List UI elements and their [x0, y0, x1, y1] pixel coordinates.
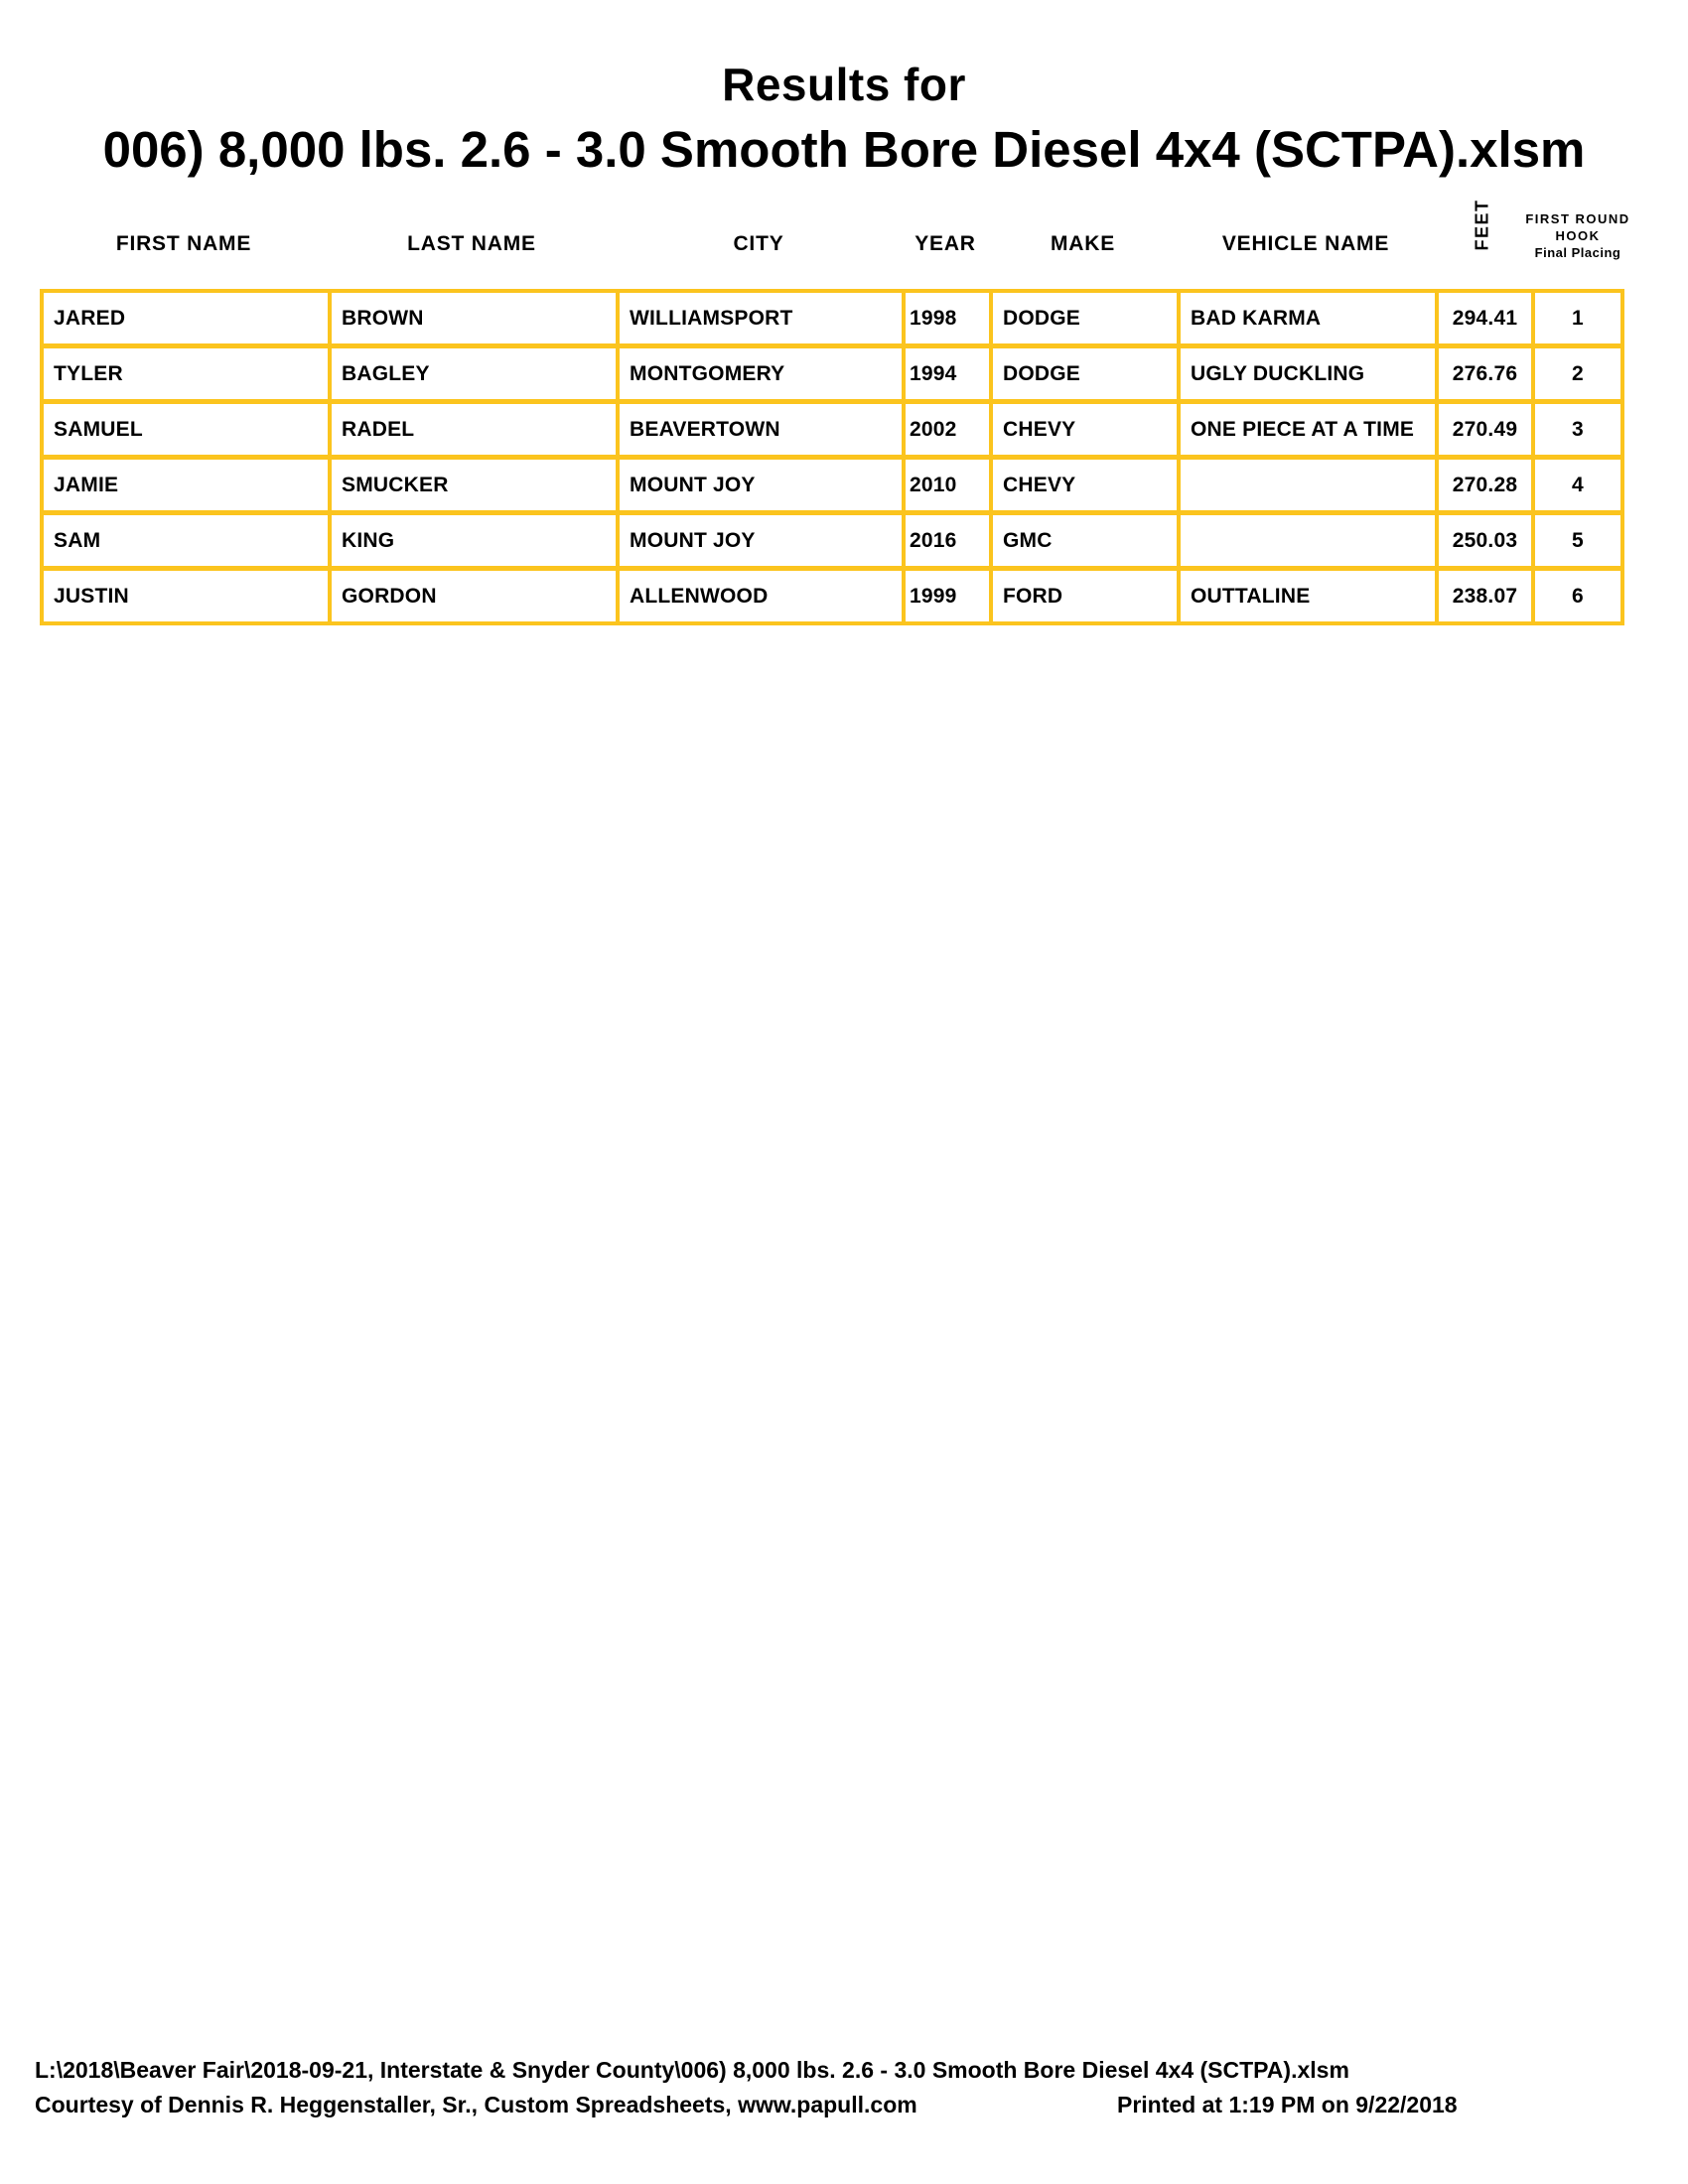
table-header-row: [40, 185, 1630, 268]
cell-feet: 270.49: [1439, 404, 1531, 455]
column-header-year: YEAR: [914, 232, 976, 255]
cell-vehicle-name: BAD KARMA: [1181, 293, 1435, 343]
cell-last-name: KING: [332, 515, 616, 566]
cell-feet: 276.76: [1439, 348, 1531, 399]
column-header-city: CITY: [733, 232, 784, 255]
cell-make: DODGE: [993, 348, 1177, 399]
column-header-first-name: FIRST NAME: [115, 232, 252, 255]
cell-placing: 4: [1535, 460, 1620, 510]
cell-city: MOUNT JOY: [620, 515, 902, 566]
cell-make: DODGE: [993, 293, 1177, 343]
cell-vehicle-name: UGLY DUCKLING: [1181, 348, 1435, 399]
cell-year: 1998: [906, 293, 989, 343]
cell-city: MOUNT JOY: [620, 460, 902, 510]
cell-last-name: RADEL: [332, 404, 616, 455]
cell-vehicle-name: OUTTALINE: [1181, 571, 1435, 621]
cell-vehicle-name: ONE PIECE AT A TIME: [1181, 404, 1435, 455]
cell-feet: 294.41: [1439, 293, 1531, 343]
cell-first-name: SAMUEL: [44, 404, 328, 455]
cell-placing: 6: [1535, 571, 1620, 621]
results-table: [40, 289, 1624, 625]
column-header-make: MAKE: [1050, 232, 1116, 255]
cell-placing: 5: [1535, 515, 1620, 566]
cell-feet: 250.03: [1439, 515, 1531, 566]
footer-printed-timestamp: Printed at 1:19 PM on 9/22/2018: [1117, 2092, 1458, 2117]
cell-first-name: JAMIE: [44, 460, 328, 510]
feet-rotated-label: FEET: [1472, 198, 1492, 251]
cell-make: CHEVY: [993, 404, 1177, 455]
footer-courtesy-text: Courtesy of Dennis R. Heggenstaller, Sr., Custom Spreadsheets, www.papull.com: [35, 2092, 917, 2117]
cell-first-name: JARED: [44, 293, 328, 343]
cell-placing: 1: [1535, 293, 1620, 343]
cell-vehicle-name: [1181, 515, 1435, 566]
footer-file-path: L:\2018\Beaver Fair\2018-09-21, Interstate & Snyder County\006) 8,000 lbs. 2.6 - 3.0 Smooth Bore Diesel 4x4 (SCTPA).xlsm: [35, 2057, 1349, 2083]
cell-year: 2010: [906, 460, 989, 510]
cell-feet: 238.07: [1439, 571, 1531, 621]
cell-year: 2002: [906, 404, 989, 455]
cell-first-name: JUSTIN: [44, 571, 328, 621]
cell-city: BEAVERTOWN: [620, 404, 902, 455]
column-header-vehicle-name: VEHICLE NAME: [1221, 232, 1390, 255]
cell-first-name: TYLER: [44, 348, 328, 399]
cell-city: WILLIAMSPORT: [620, 293, 902, 343]
cell-vehicle-name: [1181, 460, 1435, 510]
page-title: Results for: [722, 59, 966, 110]
cell-feet: 270.28: [1439, 460, 1531, 510]
placing-header-line3: Final Placing: [1534, 245, 1621, 260]
column-header-placing: [1525, 185, 1630, 268]
cell-last-name: BAGLEY: [332, 348, 616, 399]
cell-make: CHEVY: [993, 460, 1177, 510]
cell-first-name: SAM: [44, 515, 328, 566]
cell-year: 1999: [906, 571, 989, 621]
cell-last-name: BROWN: [332, 293, 616, 343]
column-header-feet: [1435, 185, 1531, 268]
cell-placing: 2: [1535, 348, 1620, 399]
placing-header-line2: HOOK: [1555, 228, 1601, 243]
cell-year: 1994: [906, 348, 989, 399]
cell-year: 2016: [906, 515, 989, 566]
placing-header-line1: FIRST ROUND: [1525, 211, 1630, 226]
cell-city: ALLENWOOD: [620, 571, 902, 621]
cell-city: MONTGOMERY: [620, 348, 902, 399]
cell-placing: 3: [1535, 404, 1620, 455]
cell-last-name: GORDON: [332, 571, 616, 621]
footer-line2: [35, 2092, 1653, 2118]
cell-make: GMC: [993, 515, 1177, 566]
column-header-last-name: LAST NAME: [407, 232, 536, 255]
cell-make: FORD: [993, 571, 1177, 621]
page-subtitle: 006) 8,000 lbs. 2.6 - 3.0 Smooth Bore Diesel 4x4 (SCTPA).xlsm: [102, 121, 1586, 178]
cell-last-name: SMUCKER: [332, 460, 616, 510]
